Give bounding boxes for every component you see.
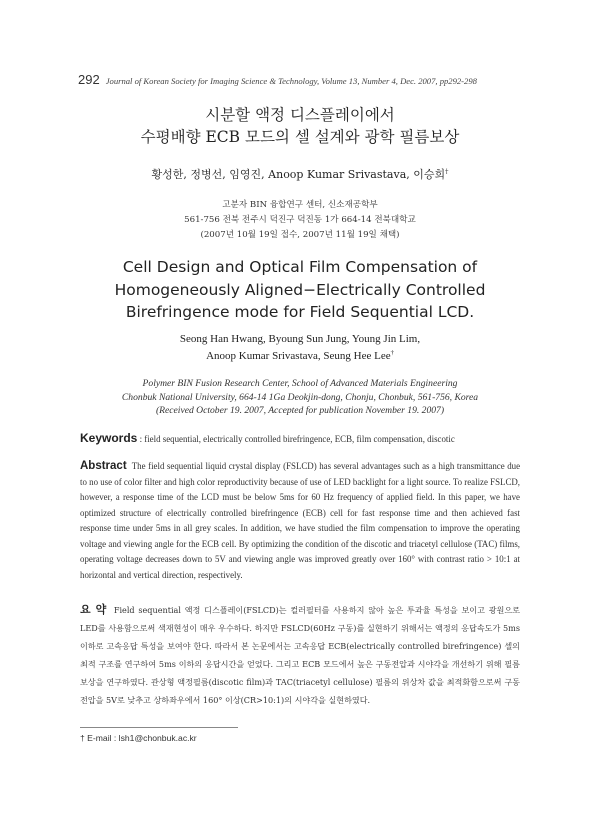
- english-affiliation: [60, 377, 540, 418]
- keywords-separator: :: [137, 434, 145, 444]
- english-received-dates: (Received October 19. 2007, Accepted for publication November 19. 2007): [155, 405, 445, 416]
- english-affiliation-line: Chonbuk National University, 664-14 1Ga Deokjin-dong, Chonju, Chonbuk, 561-756, Korea: [121, 391, 479, 403]
- english-affiliation-line: Polymer BIN Fusion Research Center, School of Advanced Materials Engineering: [142, 378, 458, 389]
- korean-title: [60, 104, 540, 148]
- english-title-line: Birefringence mode for Field Sequential LCD.: [125, 303, 475, 321]
- keywords-label: Keywords: [80, 431, 138, 445]
- page-number: 292: [78, 72, 100, 87]
- footnote-mark: †: [80, 733, 85, 743]
- english-author-line: Seong Han Hwang, Byoung Sun Jung, Young Jin Lim,: [179, 333, 421, 345]
- page-header: [78, 71, 548, 89]
- korean-authors: [60, 166, 540, 182]
- korean-author-names: 황성한, 정병선, 임영진, Anoop Kumar Srivastava, 이승희: [151, 168, 446, 181]
- korean-abstract-section: [80, 601, 520, 709]
- keywords-text: field sequential, electrically controlled birefringence, ECB, film compensation, discotic: [144, 434, 455, 444]
- korean-affiliation-line: 고분자 BIN 융합연구 센터, 신소재공학부: [222, 200, 378, 210]
- english-author-names: Anoop Kumar Srivastava, Seung Hee Lee: [206, 350, 391, 362]
- korean-affiliation-line: 561-756 전북 전주시 덕진구 덕진동 1가 664-14 전북대학교: [184, 215, 416, 225]
- english-authors: [60, 331, 540, 365]
- abstract-label: Abstract: [80, 460, 127, 472]
- korean-affiliation: [60, 198, 540, 243]
- korean-abstract-label: 요 약: [80, 603, 107, 616]
- korean-title-line: 수평배향 ECB 모드의 셀 설계와 광학 필름보상: [140, 128, 460, 146]
- english-title-line: Cell Design and Optical Film Compensation of: [122, 258, 478, 276]
- keywords-section: [80, 431, 520, 445]
- footnote-divider: [80, 727, 238, 728]
- footnote-email: E-mail : lsh1@chonbuk.ac.kr: [84, 733, 197, 743]
- korean-abstract-text: Field sequential 액정 디스플레이(FSLCD)는 컬러필터를 사용하지 않아 높은 투과율 특성을 보이고 광원으로 LED를 사용함으로써 색재현성이 매우 우수하다. 하지만 FSLCD(60Hz 구동)를 실현하기 위해서는 액정의 응답속도가 5ms이하로 고속응답 특성을 보여야 한다. 따라서 본 논문에서는 고속응답 ECB(electrically controlled birefringence) 셀의 최적 구조를 연구하여 5ms 이하의 응답시간을 얻었다. 그리고 ECB 모드에서 높은 구동전압과 시야각을 개선하기 위해 필름 보상을 연구하였다. 관상형 액정필름(discotic film)과 TAC(triacetyl cellulose) 필름의 위상차 값을 최적화함으로써 구동전압을 5V로 낮추고 상하좌우에서 160° 이상(CR>10:1)의 시야각을 실현하였다.: [80, 605, 520, 705]
- english-title-line: Homogeneously Aligned−Electrically Controlled: [114, 280, 486, 299]
- korean-received-dates: (2007년 10월 19일 접수, 2007년 11월 19일 채택): [200, 230, 400, 240]
- korean-title-line: 시분할 액정 디스플레이에서: [205, 106, 395, 124]
- corresponding-author-mark: †: [390, 349, 394, 357]
- corresponding-author-mark: †: [445, 167, 449, 176]
- abstract-text: The field sequential liquid crystal display (FSLCD) has several advantages such as a high transmittance due to no use of color filter and high color reproductivity because of use of LED backlight for a light source. To realize FSLCD, however, a response time of the LCD must be below 5ms for 60 Hz frequency of applied field. In this paper, we have optimized structure of electrically controlled birefringence (ECB) cell for fast response time and then achieved fast response time under 5ms in all grey scales. In addition, we have studied the film compensation to improve the operating voltage and viewing angle for the ECB cell. By optimizing the condition of the discotic and triacetyl cellulose (TAC) films, operating voltage decreases down to 5V and viewing angle was improved greatly over 160° with contrast ratio > 10:1 at horizontal and vertical direction, respectively.: [80, 461, 521, 580]
- english-author-line: [60, 348, 540, 365]
- journal-citation: Journal of Korean Society for Imaging Science & Technology, Volume 13, Number 4, Dec. 2007, pp292-298: [105, 76, 477, 86]
- abstract-section: [80, 459, 520, 583]
- footnote: [80, 733, 197, 743]
- english-title: [60, 256, 540, 324]
